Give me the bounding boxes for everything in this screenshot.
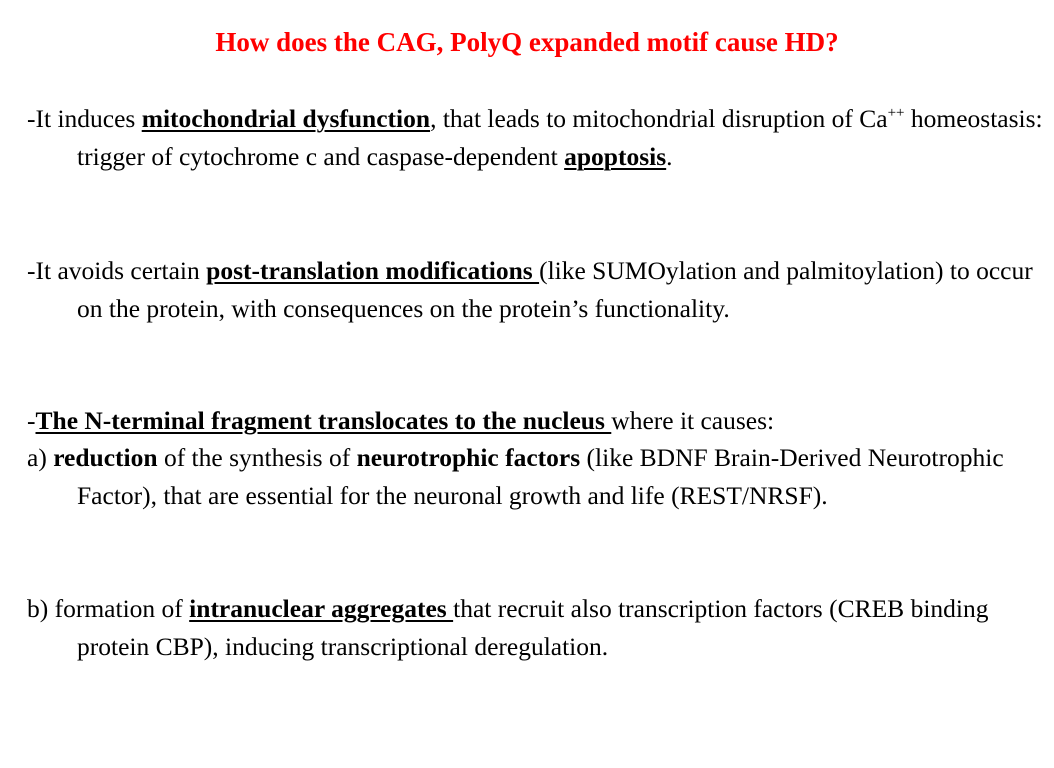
text-segment: that recruit also transcription factors (CREB binding protein CBP), inducing transcriptional deregulation.	[77, 594, 989, 661]
key-term-apoptosis: apoptosis	[564, 141, 667, 171]
slide-title: How does the CAG, PolyQ expanded motif cause HD?	[215, 27, 839, 57]
text-segment: (like BDNF Brain-Derived Neurotrophic Factor), that are essential for the neuronal growth and life (REST/NRSF).	[77, 443, 1004, 510]
text-segment: a)	[27, 443, 54, 472]
text-segment: homeostasis: trigger of cytochrome c and caspase-dependent	[77, 104, 1043, 171]
paragraph-post-translation	[27, 252, 1052, 327]
superscript-charge: ++	[887, 105, 905, 121]
key-term-mitochondrial-dysfunction: mitochondrial dysfunction	[141, 104, 431, 133]
paragraph-intranuclear-aggregates	[27, 590, 1052, 665]
text-segment: -It induces	[27, 104, 142, 133]
text-segment: , that leads to mitochondrial disruption of Ca	[430, 104, 888, 133]
key-term-n-terminal-fragment: The N-terminal fragment translocates to the nucleus	[35, 406, 612, 435]
text-segment: .	[666, 141, 673, 171]
paragraph-nuclear-translocation	[27, 402, 1052, 440]
text-segment: (like SUMOylation and palmitoylation) to occur on the protein, with consequences on the protein’s functionality.	[77, 256, 1033, 323]
text-segment: -	[27, 406, 36, 435]
paragraph-mitochondrial-dysfunction	[27, 100, 1052, 175]
text-segment: -It avoids certain	[27, 256, 207, 285]
paragraph-neurotrophic-reduction	[27, 439, 1052, 514]
key-term-neurotrophic-factors: neurotrophic factors	[356, 443, 581, 472]
key-term-post-translation-modifications: post-translation modifications	[206, 256, 540, 285]
text-segment: of the synthesis of	[157, 443, 357, 472]
text-segment: where it causes:	[611, 406, 775, 435]
key-term-reduction: reduction	[53, 443, 158, 472]
text-segment: b) formation of	[27, 594, 190, 623]
key-term-intranuclear-aggregates: intranuclear aggregates	[189, 594, 454, 623]
